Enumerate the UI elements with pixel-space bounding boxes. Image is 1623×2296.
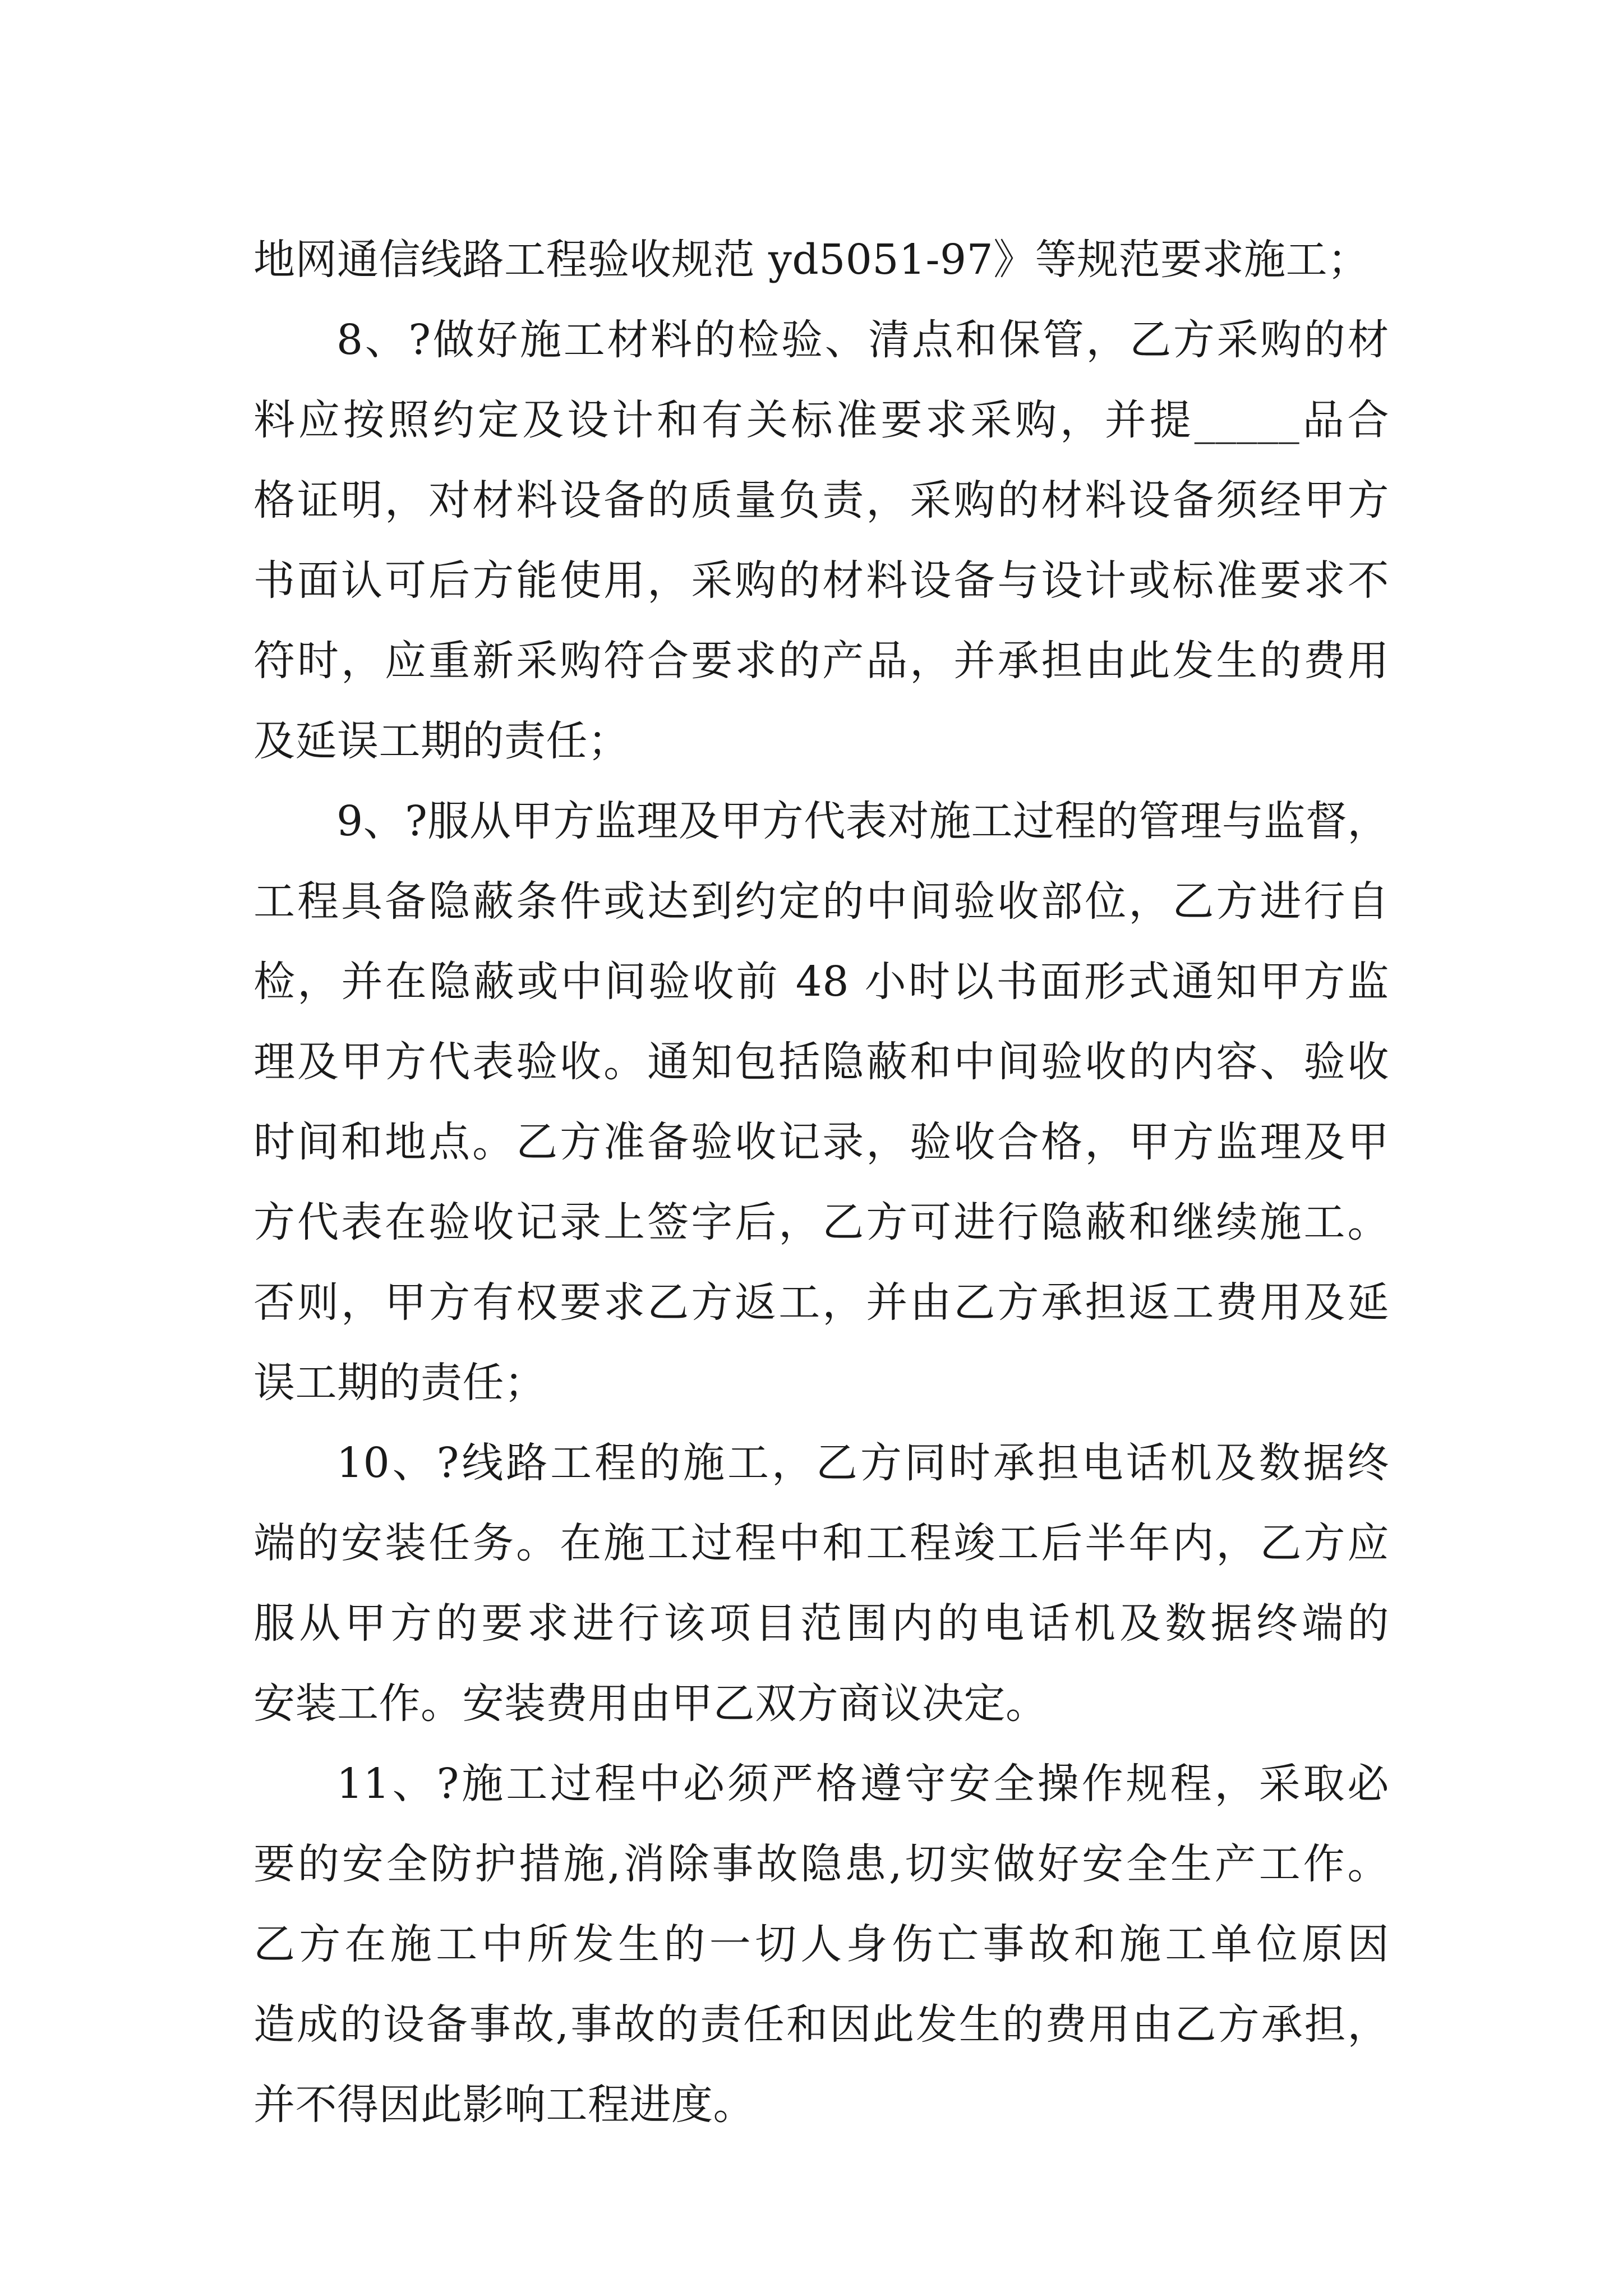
text-line: 服从甲方的要求进行该项目范围内的电话机及数据终端的 <box>253 1599 1389 1648</box>
text-line: 理及甲方代表验收。通知包括隐蔽和中间验收的内容、验收 <box>253 1038 1389 1086</box>
paragraph-item-11 <box>253 1744 1389 2145</box>
text-line: 符时，应重新采购符合要求的产品，并承担由此发生的费用 <box>253 637 1389 685</box>
text-line: 料应按照约定及设计和有关标准要求采购，并提_____品合 <box>253 396 1389 444</box>
text-line: 10、?线路工程的施工，乙方同时承担电话机及数据终 <box>336 1439 1389 1487</box>
text-line: 工程具备隐蔽条件或达到约定的中间验收部位，乙方进行自 <box>253 877 1389 926</box>
text-line: 8、?做好施工材料的检验、清点和保管，乙方采购的材 <box>336 316 1389 364</box>
text-line: 并不得因此影响工程进度。 <box>253 2081 755 2129</box>
text-line: 11、?施工过程中必须严格遵守安全操作规程，采取必 <box>336 1760 1389 1808</box>
text-line: 安装工作。安装费用由甲乙双方商议决定。 <box>253 1680 1048 1728</box>
text-line: 误工期的责任； <box>253 1359 546 1407</box>
text-line: 9、?服从甲方监理及甲方代表对施工过程的管理与监督， <box>336 797 1389 845</box>
text-line: 格证明，对材料设备的质量负责，采购的材料设备须经甲方 <box>253 476 1389 524</box>
text-line: 造成的设备事故,事故的责任和因此发生的费用由乙方承担， <box>253 2000 1389 2049</box>
text-line: 方代表在验收记录上签字后，乙方可进行隐蔽和继续施工。 <box>253 1198 1389 1246</box>
text-line: 书面认可后方能使用，采购的材料设备与设计或标准要求不 <box>253 556 1389 605</box>
text-line: 地网通信线路工程验收规范 yd5051-97》等规范要求施工； <box>253 236 1370 284</box>
paragraph-item-8 <box>253 300 1389 781</box>
document-body <box>253 220 1389 2145</box>
paragraph-item-10 <box>253 1423 1389 1744</box>
text-line: 时间和地点。乙方准备验收记录，验收合格，甲方监理及甲 <box>253 1118 1389 1166</box>
paragraph-item-9 <box>253 781 1389 1423</box>
text-line: 否则，甲方有权要求乙方返工，并由乙方承担返工费用及延 <box>253 1278 1389 1327</box>
text-line: 及延误工期的责任； <box>253 717 630 765</box>
paragraph-item-7-continuation <box>253 220 1389 300</box>
text-line: 端的安装任务。在施工过程中和工程竣工后半年内，乙方应 <box>253 1519 1389 1567</box>
text-line: 检，并在隐蔽或中间验收前 48 小时以书面形式通知甲方监 <box>253 958 1389 1006</box>
text-line: 要的安全防护措施,消除事故隐患,切实做好安全生产工作。 <box>253 1840 1389 1888</box>
text-line: 乙方在施工中所发生的一切人身伤亡事故和施工单位原因 <box>253 1920 1389 1968</box>
